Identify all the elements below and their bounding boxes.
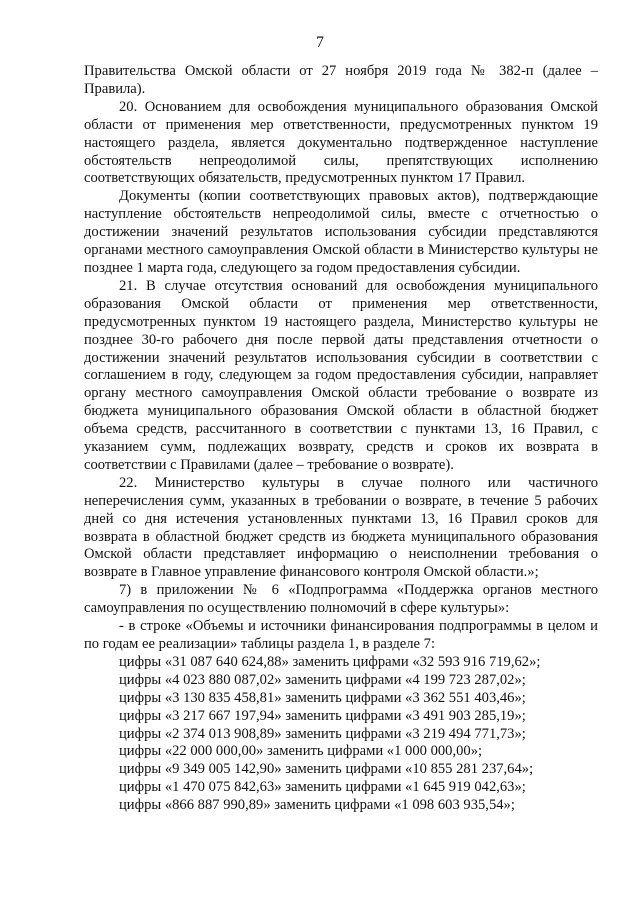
figure-replacement-line: цифры «22 000 000,00» заменить цифрами «1 000 000,00»; (119, 743, 483, 760)
paragraph-item-22: 22. Министерство культуры в случае полного или частичного неперечисления сумм, указанных в требовании о возврате, в течение 5 рабочих дней со дня истечения установленных пунктами 13, 16 Правил сроков для возврата в областной бюджет средств из бюджета муниципального образования Омской области представляет информацию о неисполнении требования о возврате в Главное управление финансового контроля Омской области.»; (84, 474, 598, 581)
figure-replacement-line: цифры «866 887 990,89» заменить цифрами «1 098 603 935,54»; (119, 797, 515, 814)
paragraph-item-21: 21. В случае отсутствия оснований для освобождения муниципального образования Омской области от применения мер ответственности, предусмотренных пунктом 19 настоящего раздела, Министерство культуры не позднее 30-го рабочего дня после первой даты представления отчетности о достижении значений результатов использования субсидии в соответствии с соглашением в году, следующем за годом предоставления субсидии, направляет органу местного самоуправления Омской области требование о возврате из бюджета муниципального образования Омской области в областной бюджет объема средств, рассчитанного в соответствии с пунктами 13, 16 Правил, с указанием сумм, подлежащих возврату, средств и сроков их возврата в соответствии с Правилами (далее – требование о возврате). (84, 277, 598, 473)
figure-replacement-line: цифры «3 217 667 197,94» заменить цифрами «3 491 903 285,19»; (119, 707, 526, 724)
figure-replacement-list (84, 654, 598, 815)
paragraph-item-20: 20. Основанием для освобождения муниципального образования Омской области от применения мер ответственности, предусмотренных пунктом 19 настоящего раздела, является документально подтвержденное наступление обстоятельств непреодолимой силы, препятствующих исполнению соответствующих обязательств, предусмотренных пунктом 17 Правил. (84, 98, 598, 187)
paragraph-financing-row: - в строке «Объемы и источники финансирования подпрограммы в целом и по годам ее реализации» таблицы раздела 1, в разделе 7: (84, 618, 598, 652)
paragraph-amendment-7: 7) в приложении № 6 «Подпрограмма «Поддержка органов местного самоуправления по осуществлению полномочий в сфере культуры»: (84, 582, 598, 617)
paragraph-continuation: Правительства Омской области от 27 ноября 2019 года № 382-п (далее – Правила). (84, 63, 598, 97)
document-body (84, 63, 598, 815)
figure-replacement-line: цифры «3 130 835 458,81» заменить цифрами «3 362 551 403,46»; (119, 689, 526, 706)
figure-replacement-line: цифры «4 023 880 087,02» заменить цифрами «4 199 723 287,02»; (119, 671, 526, 688)
figure-replacement-line: цифры «31 087 640 624,88» заменить цифрами «32 593 916 719,62»; (119, 653, 541, 670)
figure-replacement-line: цифры «9 349 005 142,90» заменить цифрами «10 855 281 237,64»; (119, 761, 534, 778)
figure-replacement-line: цифры «2 374 013 908,89» заменить цифрами «3 219 494 771,73»; (119, 725, 526, 742)
figure-replacement-line: цифры «1 470 075 842,63» заменить цифрами «1 645 919 042,63»; (119, 779, 526, 796)
paragraph-documents: Документы (копии соответствующих правовых актов), подтверждающие наступление обстоятельств непреодолимой силы, вместе с отчетностью о достижении значений результатов использования субсидии представляются органами местного самоуправления Омской области в Министерство культуры не позднее 1 марта года, следующего за годом предоставления субсидии. (84, 188, 598, 276)
page-number: 7 (316, 34, 324, 51)
